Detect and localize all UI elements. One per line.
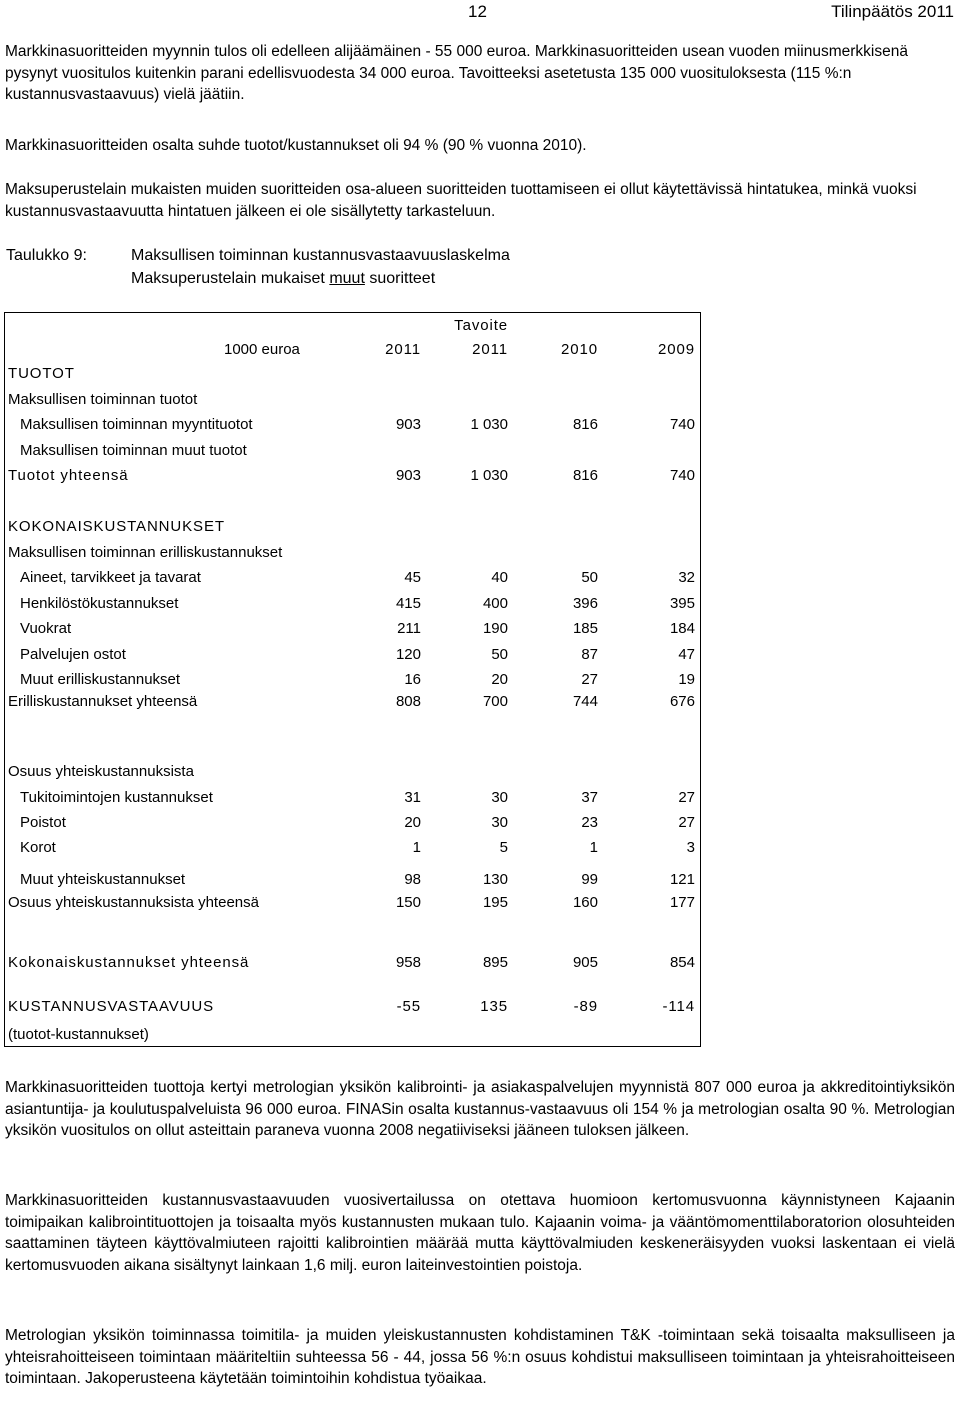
cell: -55 (396, 998, 421, 1015)
cell: 808 (395, 693, 421, 710)
cell: 185 (572, 620, 598, 637)
cell: 700 (482, 693, 508, 710)
cell: 99 (581, 871, 598, 888)
cost-table (4, 312, 701, 1047)
row-label: Vuokrat (20, 620, 72, 637)
cell: 27 (581, 671, 598, 688)
cell: 740 (669, 467, 695, 484)
table-header-years (5, 339, 702, 361)
cell: 121 (669, 871, 695, 888)
cell: 40 (491, 569, 508, 586)
cell: 400 (482, 595, 508, 612)
subtitle-pre: Maksuperustelain mukaiset (131, 270, 330, 287)
cell: 184 (669, 620, 695, 637)
table-row (5, 363, 702, 385)
table-row (5, 996, 702, 1018)
table-row (5, 869, 702, 891)
table-header-target (5, 315, 702, 337)
cell: 195 (482, 894, 508, 911)
cell: 19 (678, 671, 695, 688)
cell: 177 (669, 894, 695, 911)
table-row (5, 952, 702, 974)
row-label: Kokonaiskustannukset yhteensä (8, 954, 250, 971)
subtitle-underlined: muut (329, 270, 365, 287)
row-label: Maksullisen toiminnan erilliskustannukset (8, 544, 283, 561)
cell: 160 (572, 894, 598, 911)
row-label: Korot (20, 839, 56, 856)
cell: 135 (480, 998, 508, 1015)
table-row (5, 691, 702, 713)
row-label: KUSTANNUSVASTAAVUUS (8, 998, 215, 1015)
cell: 3 (686, 839, 695, 856)
paragraph-5: Markkinasuoritteiden kustannusvastaavuuden vuosivertailussa on otettava huomioon kertomusvuonna käynnistyneen Kajaanin toimipaikan kalibrointituottojen ja toisaalta myös kustannusten mukaan tulo. Kajaanin voima- ja vääntömomenttilaboratorion olosuhteiden saattaminen täyteen käyttövalmiuteen rajoitti kalibrointien määrää mutta käyttövalmiuden keskeneräisyyden vuoksi laskentaan ei vielä kertomusvuoden aikana sisältynyt lainkaan 1,6 milj. euron laiteinvestointien poistoja. (5, 1192, 955, 1274)
row-label: Henkilöstökustannukset (20, 595, 179, 612)
table-row (5, 812, 702, 834)
table-row (5, 669, 702, 691)
cell: 1 (412, 839, 421, 856)
cell: 30 (491, 814, 508, 831)
section-heading: KOKONAISKUSTANNUKSET (8, 518, 225, 535)
cell: 1 (589, 839, 598, 856)
table-row (5, 1024, 702, 1046)
paragraph-1: Markkinasuoritteiden myynnin tulos oli edelleen alijäämäinen - 55 000 euroa. Markkinasuoritteiden usean vuoden miinusmerkkisenä pysynyt vuositulos kuitenkin parani edellisvuodesta 34 000 euroa. Tavoitteeksi asetetusta 135 000 vuosituloksesta (115 %:n kustannusvastaavuus) vielä jäätiin. (5, 43, 908, 103)
cell: 16 (404, 671, 421, 688)
cell: 958 (395, 954, 421, 971)
paragraph-4: Markkinasuoritteiden tuottoja kertyi metrologian yksikön kalibrointi- ja asiakaspalvelujen myynnistä 807 000 euroa ja akkreditointiyksikön asiantuntija- ja koulutuspalveluista 96 000 euroa. FINASin osalta kustannus-vastaavuus oli 154 % ja metrologian osalta 90 %. Metrologian yksikön vuositulos on ollut asteittain paraneva vuonna 2008 negatiiviseksi jääneen tuloksen jälkeen. (5, 1079, 955, 1139)
cell: -89 (573, 998, 598, 1015)
row-label: Muut erilliskustannukset (20, 671, 181, 688)
section-heading: TUOTOT (8, 365, 75, 382)
header-year-3: 2010 (561, 341, 598, 358)
table-subtitle (131, 270, 435, 288)
cell: 50 (581, 569, 598, 586)
row-label: Tukitoimintojen kustannukset (20, 789, 213, 806)
cell: 98 (404, 871, 421, 888)
cell: 676 (669, 693, 695, 710)
document-title: Tilinpäätös 2011 (831, 2, 954, 21)
cell: 47 (678, 646, 695, 663)
cell: 150 (395, 894, 421, 911)
table-row (5, 465, 702, 487)
table-row (5, 440, 702, 462)
cell: 30 (491, 789, 508, 806)
cell: 816 (572, 416, 598, 433)
table-row (5, 787, 702, 809)
cell: -114 (662, 998, 695, 1015)
page-number: 12 (468, 2, 487, 21)
header-tavoite: Tavoite (454, 317, 508, 334)
cell: 905 (572, 954, 598, 971)
cell: 740 (669, 416, 695, 433)
row-label: Palvelujen ostot (20, 646, 126, 663)
cell: 37 (581, 789, 598, 806)
table-title: Maksullisen toiminnan kustannusvastaavuuslaskelma (131, 247, 510, 264)
table-row (5, 414, 702, 436)
cell: 27 (678, 789, 695, 806)
cell: 903 (395, 467, 421, 484)
row-label: Osuus yhteiskustannuksista (8, 763, 194, 780)
table-row (5, 542, 702, 564)
cell: 45 (404, 569, 421, 586)
paragraph-6: Metrologian yksikön toiminnassa toimitila- ja muiden yleiskustannusten kohdistaminen T&K -toimintaan sekä toisaalta maksulliseen ja yhteisrahoitteiseen toimintaan määriteltiin suhteessa 56 - 44, jossa 56 %:n osuus kohdistui maksulliseen toimintaan ja yhteisrahoitteiseen toimintaan. Jakoperusteena käytetään toimintoihin kohdistua työaikaa. (5, 1327, 955, 1387)
cell: 32 (678, 569, 695, 586)
row-label: Muut yhteiskustannukset (20, 871, 186, 888)
table-row (5, 593, 702, 615)
row-label: Maksullisen toiminnan myyntituotot (20, 416, 253, 433)
cell: 20 (404, 814, 421, 831)
subtitle-post: suoritteet (364, 270, 436, 287)
cell: 1 030 (470, 416, 508, 433)
cell: 120 (395, 646, 421, 663)
header-unit: 1000 euroa (224, 341, 300, 358)
table-row (5, 618, 702, 640)
cell: 415 (395, 595, 421, 612)
cell: 396 (572, 595, 598, 612)
paragraph-3: Maksuperustelain mukaisten muiden suoritteiden osa-alueen suoritteiden tuottamiseen ei ollut käytettävissä hintatukea, minkä vuoksi kustannusvastaavuutta hintatuen jälkeen ei ole sisällytetty tarkasteluun. (5, 181, 917, 220)
cell: 816 (572, 467, 598, 484)
table-label: Taulukko 9: (6, 247, 87, 264)
table-row (5, 837, 702, 859)
cell: 211 (397, 620, 421, 637)
cell: 1 030 (470, 467, 508, 484)
cell: 5 (499, 839, 508, 856)
cell: 87 (581, 646, 598, 663)
cell: 854 (669, 954, 695, 971)
table-row (5, 644, 702, 666)
cell: 895 (482, 954, 508, 971)
row-label: Maksullisen toiminnan tuotot (8, 391, 198, 408)
row-label: Maksullisen toiminnan muut tuotot (20, 442, 247, 459)
cell: 20 (491, 671, 508, 688)
cell: 50 (491, 646, 508, 663)
header-year-1: 2011 (385, 341, 421, 358)
cell: 130 (482, 871, 508, 888)
cell: 27 (678, 814, 695, 831)
cell: 744 (572, 693, 598, 710)
row-label: Poistot (20, 814, 66, 831)
row-label: Tuotot yhteensä (8, 467, 129, 484)
row-note: (tuotot-kustannukset) (8, 1026, 149, 1043)
row-label: Osuus yhteiskustannuksista yhteensä (8, 894, 259, 911)
header-year-4: 2009 (658, 341, 695, 358)
cell: 395 (669, 595, 695, 612)
cell: 190 (482, 620, 508, 637)
header-year-2: 2011 (472, 341, 508, 358)
paragraph-2: Markkinasuoritteiden osalta suhde tuotot/kustannukset oli 94 % (90 % vuonna 2010). (5, 137, 587, 154)
table-row (5, 892, 702, 914)
cell: 31 (404, 789, 421, 806)
table-row (5, 567, 702, 589)
row-label: Aineet, tarvikkeet ja tavarat (20, 569, 201, 586)
cell: 23 (581, 814, 598, 831)
table-row (5, 389, 702, 411)
row-label: Erilliskustannukset yhteensä (8, 693, 198, 710)
cell: 903 (395, 416, 421, 433)
table-row (5, 516, 702, 538)
table-row (5, 761, 702, 783)
